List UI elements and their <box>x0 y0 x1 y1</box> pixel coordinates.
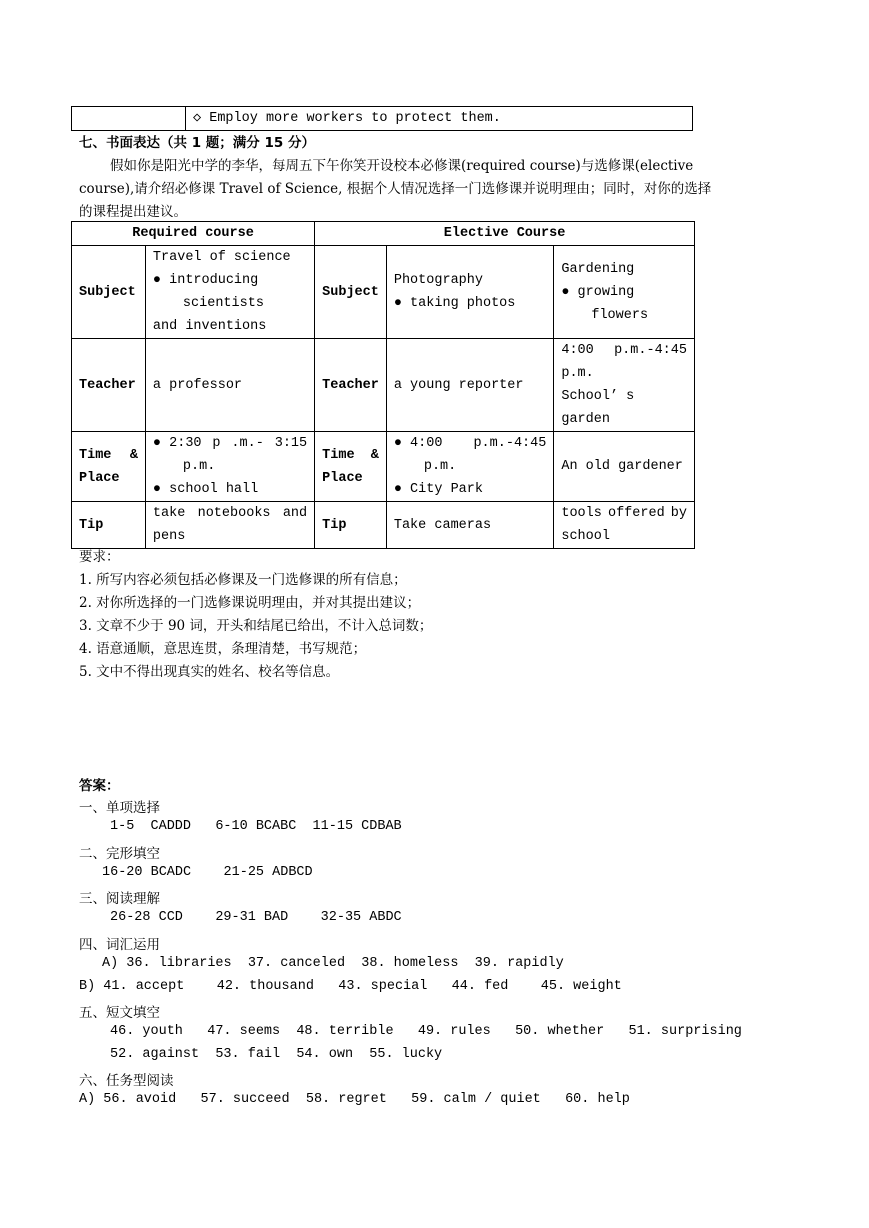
course-table <box>71 221 695 549</box>
answers-section-6-line-a: A) 56. avoid 57. succeed 58. regret 59. calm / quiet 60. help <box>79 1092 630 1107</box>
answers-section-1-title: 一、单项选择 <box>79 800 160 816</box>
answers-section-6-title: 六、任务型阅读 <box>79 1073 174 1089</box>
label-amp: & <box>129 447 138 463</box>
garden-tip-text: by <box>670 506 687 521</box>
photo-place-line: ● City Park <box>393 482 483 497</box>
garden-teacher-line: School’ s garden <box>561 389 635 427</box>
photo-teacher-cell: a young reporter <box>386 339 554 432</box>
header-elective-course: Elective Course <box>315 222 695 246</box>
label-place: Place <box>79 470 120 486</box>
top-table-fragment <box>71 106 693 131</box>
required-tip-cell <box>145 502 314 549</box>
garden-teacher-text: p.m.-4:45 <box>614 343 687 358</box>
garden-subject-line: flowers <box>591 307 649 323</box>
label-tip-elective: Tip <box>315 502 387 549</box>
required-time-line <box>153 432 307 455</box>
answers-section-1-line: 1-5 CADDD 6-10 BCABC 11-15 CDBAB <box>110 819 402 834</box>
garden-tip-text: tools <box>561 506 602 521</box>
label-time-line <box>322 444 379 467</box>
garden-teacher-text: 4:00 <box>561 343 594 358</box>
required-time-text: .m.- <box>231 436 264 451</box>
garden-tip-line: school <box>561 529 610 544</box>
label-place: Place <box>322 470 363 486</box>
garden-teacher-cell <box>554 339 695 432</box>
label-time-place-required <box>72 432 146 502</box>
photo-subject-line: ● taking photos <box>393 296 516 311</box>
photo-time-line <box>394 432 547 455</box>
answers-section-5-title: 五、短文填空 <box>79 1005 160 1021</box>
requirements-title: 要求： <box>79 549 120 565</box>
top-table-empty-cell <box>72 107 186 131</box>
required-time-text: 3:15 <box>274 436 308 451</box>
requirement-item: 4. 语意通顺，意思连贯，条理清楚，书写规范； <box>79 641 367 657</box>
required-teacher-cell: a professor <box>145 339 314 432</box>
required-time-text: ● 2:30 <box>152 436 202 451</box>
label-amp: & <box>370 447 379 463</box>
garden-tip-text: offered <box>607 506 665 521</box>
garden-teacher-line <box>561 339 687 362</box>
header-required-course: Required course <box>72 222 315 246</box>
photo-subject-line: Photography <box>393 273 483 288</box>
required-subject-line: scientists <box>182 296 264 311</box>
required-tip-text: notebooks <box>197 506 271 521</box>
required-tip-line <box>153 502 307 525</box>
requirement-item: 5. 文中不得出现真实的姓名、校名等信息。 <box>79 664 340 680</box>
answers-section-4-line-b: B) 41. accept 42. thousand 43. special 44. fed 45. weight <box>79 979 622 994</box>
answers-section-5-line-a: 46. youth 47. seems 48. terrible 49. rules 50. whether 51. surprising <box>110 1024 742 1039</box>
photo-time-line: p.m. <box>423 459 457 474</box>
label-teacher-required: Teacher <box>72 339 146 432</box>
label-subject-required: Subject <box>72 246 146 339</box>
required-tip-text: and <box>282 506 308 521</box>
answers-section-5-line-b: 52. against 53. fail 54. own 55. lucky <box>110 1047 443 1062</box>
photo-subject-cell <box>386 246 554 339</box>
requirement-item: 1. 所写内容必须包括必修课及一门选修课的所有信息； <box>79 572 407 588</box>
section-7-prompt-line-3: 的课程提出建议。 <box>79 204 187 220</box>
garden-tip-cell <box>554 502 695 549</box>
answers-title: 答案： <box>79 778 120 794</box>
label-time-line <box>79 444 138 467</box>
answers-section-2-line: 16-20 BCADC 21-25 ADBCD <box>102 865 313 880</box>
photo-time-cell <box>386 432 554 502</box>
label-subject-elective: Subject <box>315 246 387 339</box>
answers-section-4-line-a: A) 36. libraries 37. canceled 38. homeless 39. rapidly <box>102 956 564 971</box>
section-7-prompt-line-1: 假如你是阳光中学的李华，每周五下午你笑开设校本必修课(required course)与选修课(elective <box>110 158 694 174</box>
label-time: Time <box>322 447 355 463</box>
required-subject-cell <box>145 246 314 339</box>
label-time: Time <box>79 447 112 463</box>
garden-subject-cell <box>554 246 695 339</box>
garden-time-cell: An old gardener <box>554 432 695 502</box>
garden-subject-line: Gardening <box>561 261 635 277</box>
photo-time-text: p.m.-4:45 <box>473 436 547 451</box>
label-time-place-elective <box>315 432 387 502</box>
answers-section-4-title: 四、词汇运用 <box>79 937 160 953</box>
requirement-item: 2. 对你所选择的一门选修课说明理由，并对其提出建议； <box>79 595 421 611</box>
label-tip-required: Tip <box>72 502 146 549</box>
required-place-line: ● school hall <box>152 482 259 497</box>
answers-section-2-title: 二、完形填空 <box>79 846 160 862</box>
photo-tip-cell: Take cameras <box>386 502 554 549</box>
answers-section-3-title: 三、阅读理解 <box>79 891 160 907</box>
top-table-text-cell: ◇ Employ more workers to protect them. <box>186 107 693 131</box>
section-7-prompt-line-2: course),请介绍必修课 Travel of Science, 根据个人情况选择一门选修课并说明理由；同时，对你的选择 <box>79 181 712 197</box>
garden-subject-line: ● growing <box>561 284 635 300</box>
label-teacher-elective: Teacher <box>315 339 387 432</box>
answers-section-3-line: 26-28 CCD 29-31 BAD 32-35 ABDC <box>110 910 402 925</box>
section-7-title: 七、书面表达（共 1 题；满分 15 分） <box>79 135 315 151</box>
required-subject-line: ● introducing <box>152 273 259 288</box>
required-tip-text: take <box>152 506 186 521</box>
required-time-line: p.m. <box>182 459 216 474</box>
required-tip-line: pens <box>152 529 186 544</box>
required-subject-line: and inventions <box>152 319 267 334</box>
required-subject-line: Travel of science <box>152 250 291 265</box>
garden-teacher-line: p.m. <box>561 366 594 381</box>
requirement-item: 3. 文章不少于 90 词，开头和结尾已给出，不计入总词数； <box>79 618 433 634</box>
required-time-cell <box>145 432 314 502</box>
garden-tip-line <box>561 502 687 525</box>
photo-time-text: ● 4:00 <box>393 436 443 451</box>
required-time-text: p <box>212 436 221 451</box>
